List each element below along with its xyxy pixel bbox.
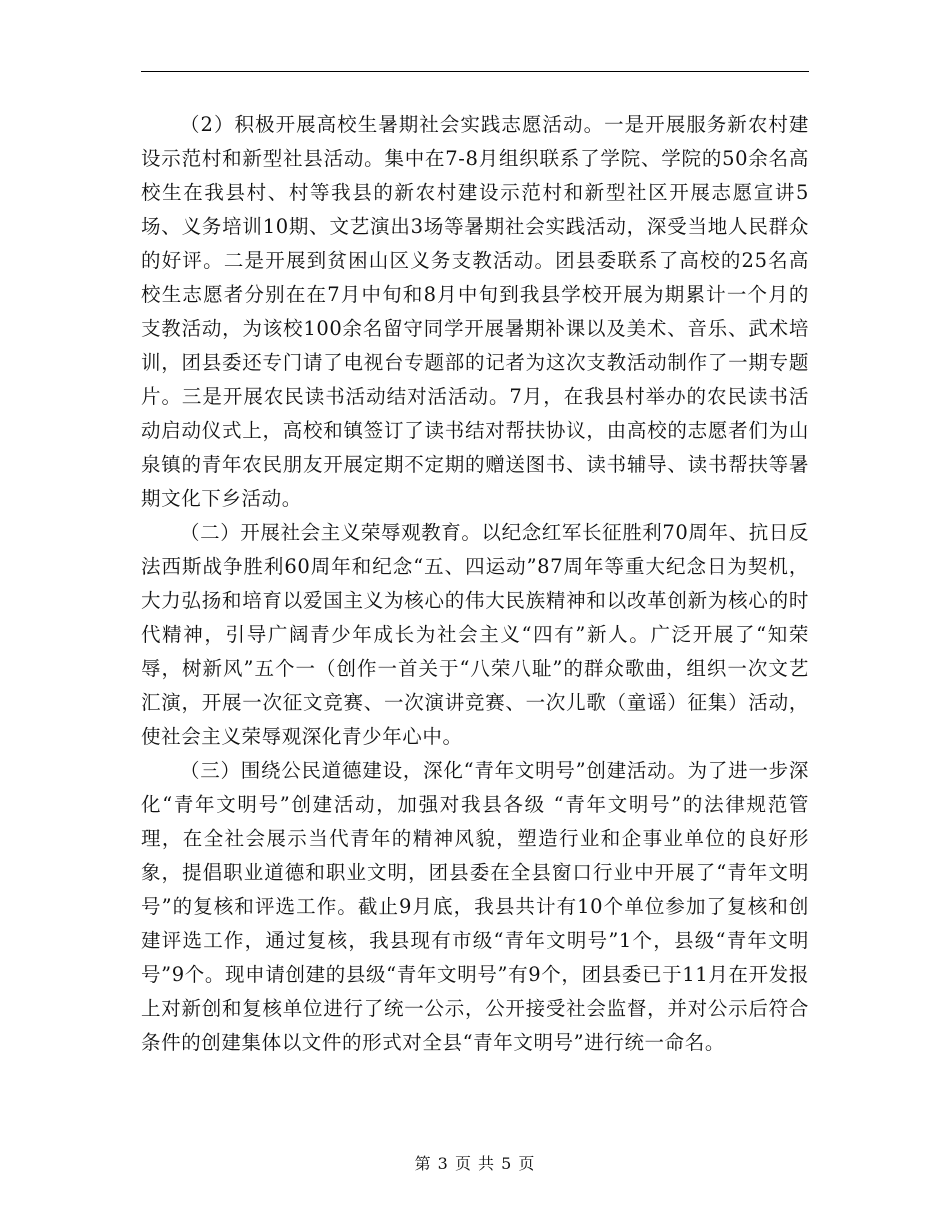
paragraph-summer-volunteer: （2）积极开展高校生暑期社会实践志愿活动。一是开展服务新农村建设示范村和新型社县活动。集中在7-8月组织联系了学院、学院的50余名高校生在我县村、村等我县的新农村建设示范村和新型社区开展志愿宣讲5场、义务培训10期、文艺演出3场等暑期社会实践活动，深受当地人民群众的好评。二是开展到贫困山区义务支教活动。团县委联系了高校的25名高校生志愿者分别在在7月中旬和8月中旬到我县学校开展为期累计一个月的支教活动，为该校100余名留守同学开展暑期补课以及美术、音乐、武术培训，团县委还专门请了电视台专题部的记者为这次支教活动制作了一期专题片。三是开展农民读书活动结对活活动。7月，在我县村举办的农民读书活动启动仪式上，高校和镇签订了读书结对帮扶协议，由高校的志愿者们为山泉镇的青年农民朋友开展定期不定期的赠送图书、读书辅导、读书帮扶等暑期文化下乡活动。 bbox=[141, 113, 809, 510]
header-rule bbox=[141, 71, 809, 72]
paragraph-honor-education: （二）开展社会主义荣辱观教育。以纪念红军长征胜利70周年、抗日反法西斯战争胜利60周年和纪念“五、四运动”87周年等重大纪念日为契机，大力弘扬和培育以爱国主义为核心的伟大民族精神和以改革创新为核心的时代精神，引导广阔青少年成长为社会主义“四有”新人。广泛开展了“知荣辱，树新风”五个一（创作一首关于“八荣八耻”的群众歌曲，组织一次文艺汇演，开展一次征文竞赛、一次演讲竞赛、一次儿歌（童谣）征集）活动，使社会主义荣辱观深化青少年心中。 bbox=[141, 521, 810, 748]
page-number: 第 3 页 共 5 页 bbox=[414, 1154, 536, 1173]
body-text bbox=[141, 108, 809, 1060]
page-footer bbox=[0, 1153, 950, 1175]
paragraph-youth-civilization: （三）围绕公民道德建设，深化“青年文明号”创建活动。为了进一步深化“青年文明号”创建活动，加强对我县各级 “青年文明号”的法律规范管理，在全社会展示当代青年的精神风貌，塑造行业和企事业单位的良好形象，提倡职业道德和职业文明，团县委在全县窗口行业中开展了“青年文明号”的复核和评选工作。截止9月底，我县共计有10个单位参加了复核和创建评选工作，通过复核，我县现有市级“青年文明号”1个，县级“青年文明号”9个。现申请创建的县级“青年文明号”有9个，团县委已于11月在开发报上对新创和复核单位进行了统一公示，公开接受社会监督，并对公示后符合条件的创建集体以文件的形式对全县“青年文明号”进行统一命名。 bbox=[141, 759, 809, 1054]
